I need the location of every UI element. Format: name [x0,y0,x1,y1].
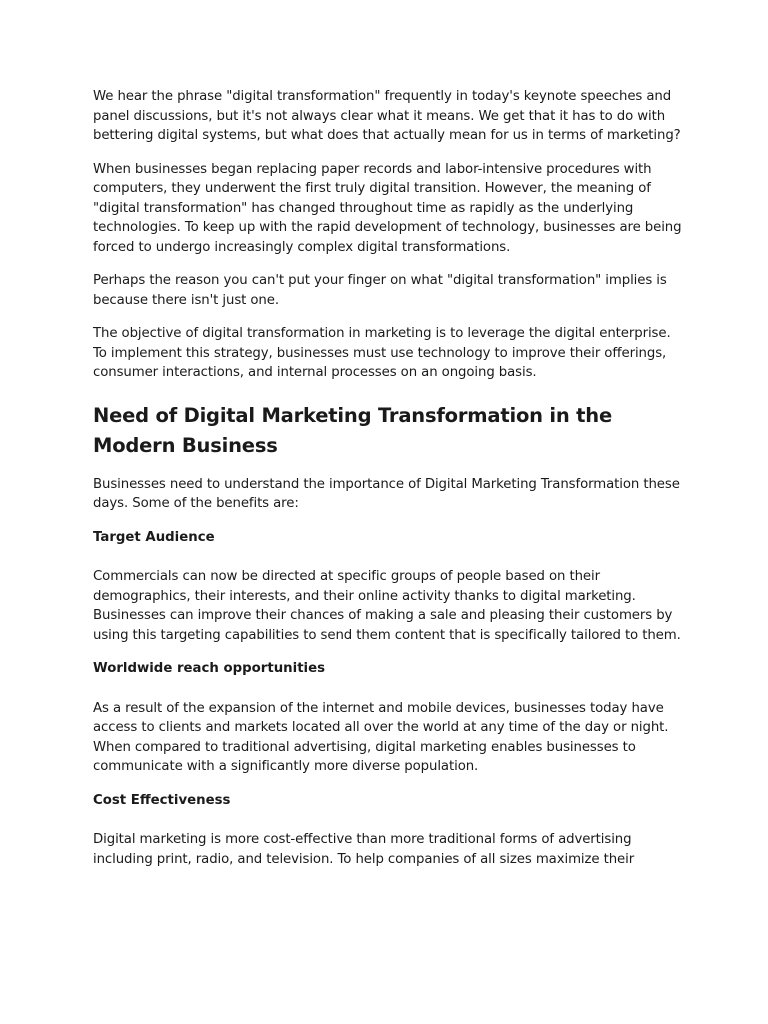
benefit-title-cost-effectiveness: Cost Effectiveness [93,792,231,808]
section-heading: Need of Digital Marketing Transformation in the Modern Business [93,403,612,457]
benefit-title-target-audience: Target Audience [93,529,215,545]
benefit-body-target-audience: Commercials can now be directed at specific groups of people based on their demographics, their interests, and their online activity thanks to digital marketing. Businesses can improve their chances of making a sale and pleasing their customers by using this targeting capabilities to send them content that is specifically tailored to them. [93,569,681,643]
intro-paragraph-1: We hear the phrase "digital transformation" frequently in today's keynote speeches and panel discussions, but it's not always clear what it means. We get that it has to do with bettering digital systems, but what does that actually mean for us in terms of marketing? [93,89,681,143]
benefit-title-worldwide-reach: Worldwide reach opportunities [93,661,326,676]
document-page [93,87,683,869]
intro-paragraph-3: Perhaps the reason you can't put your finger on what "digital transformation" implies is because there isn't just one. [93,273,667,308]
benefit-body-cost-effectiveness: Digital marketing is more cost-effective than more traditional forms of advertising including print, radio, and television. To help companies of all sizes maximize their [93,832,635,867]
section-lead-paragraph: Businesses need to understand the importance of Digital Marketing Transformation these days. Some of the benefits are: [93,476,680,511]
intro-paragraph-4: The objective of digital transformation in marketing is to leverage the digital enterprise. To implement this strategy, businesses must use technology to improve their offerings, consumer interactions, and internal processes on an ongoing basis. [93,326,671,380]
benefit-body-worldwide-reach: As a result of the expansion of the internet and mobile devices, businesses today have access to clients and markets located all over the world at any time of the day or night. When compared to traditional advertising, digital marketing enables businesses to communicate with a significantly more diverse population. [93,700,669,774]
intro-paragraph-2: When businesses began replacing paper records and labor-intensive procedures with computers, they underwent the first truly digital transition. However, the meaning of "digital transformation" has changed throughout time as rapidly as the underlying technologies. To keep up with the rapid development of technology, businesses are being forced to undergo increasingly complex digital transformations. [93,161,682,255]
